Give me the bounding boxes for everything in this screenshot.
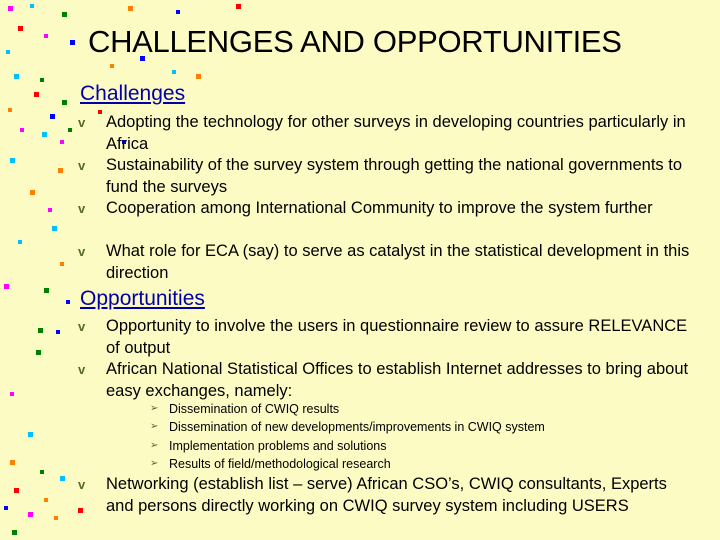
challenge-item: Cooperation among International Community to improve the system further xyxy=(106,199,653,217)
bullet-marker: v xyxy=(78,158,86,173)
bullet-marker: v xyxy=(78,244,86,259)
sub-bullet-marker: ➢ xyxy=(150,403,159,414)
sub-item: Dissemination of CWIQ results xyxy=(169,402,340,416)
sub-item: Dissemination of new developments/improvements in CWIQ system xyxy=(169,420,545,434)
bullet-marker: v xyxy=(78,477,86,492)
sub-bullet-marker: ➢ xyxy=(150,458,159,469)
sub-bullet-marker: ➢ xyxy=(150,421,159,432)
bullet-marker: v xyxy=(78,201,86,216)
challenge-item: Sustainability of the survey system through getting the national governments to fund the surveys xyxy=(106,156,682,196)
opportunities-heading: Opportunities xyxy=(80,287,205,310)
challenge-item: What role for ECA (say) to serve as catalyst in the statistical development in this direction xyxy=(106,242,690,282)
sub-item: Results of field/methodological research xyxy=(169,457,391,471)
challenge-item: Adopting the technology for other surveys in developing countries particularly in Africa xyxy=(106,113,686,153)
sub-item: Implementation problems and solutions xyxy=(169,439,387,453)
opportunity-item: Networking (establish list – serve) African CSO’s, CWIQ consultants, Experts and persons directly working on CWIQ survey system including USERS xyxy=(106,475,667,515)
sub-bullet-marker: ➢ xyxy=(150,440,159,451)
bullet-marker: v xyxy=(78,319,86,334)
challenges-heading: Challenges xyxy=(80,82,186,105)
bullet-marker: v xyxy=(78,362,86,377)
opportunity-item: African National Statistical Offices to establish Internet addresses to bring about easy exchanges, namely: xyxy=(106,360,689,400)
bullet-marker: v xyxy=(78,115,86,130)
slide-title: CHALLENGES AND OPPORTUNITIES xyxy=(88,24,622,59)
opportunity-item: Opportunity to involve the users in questionnaire review to assure RELEVANCE of output xyxy=(106,317,688,357)
